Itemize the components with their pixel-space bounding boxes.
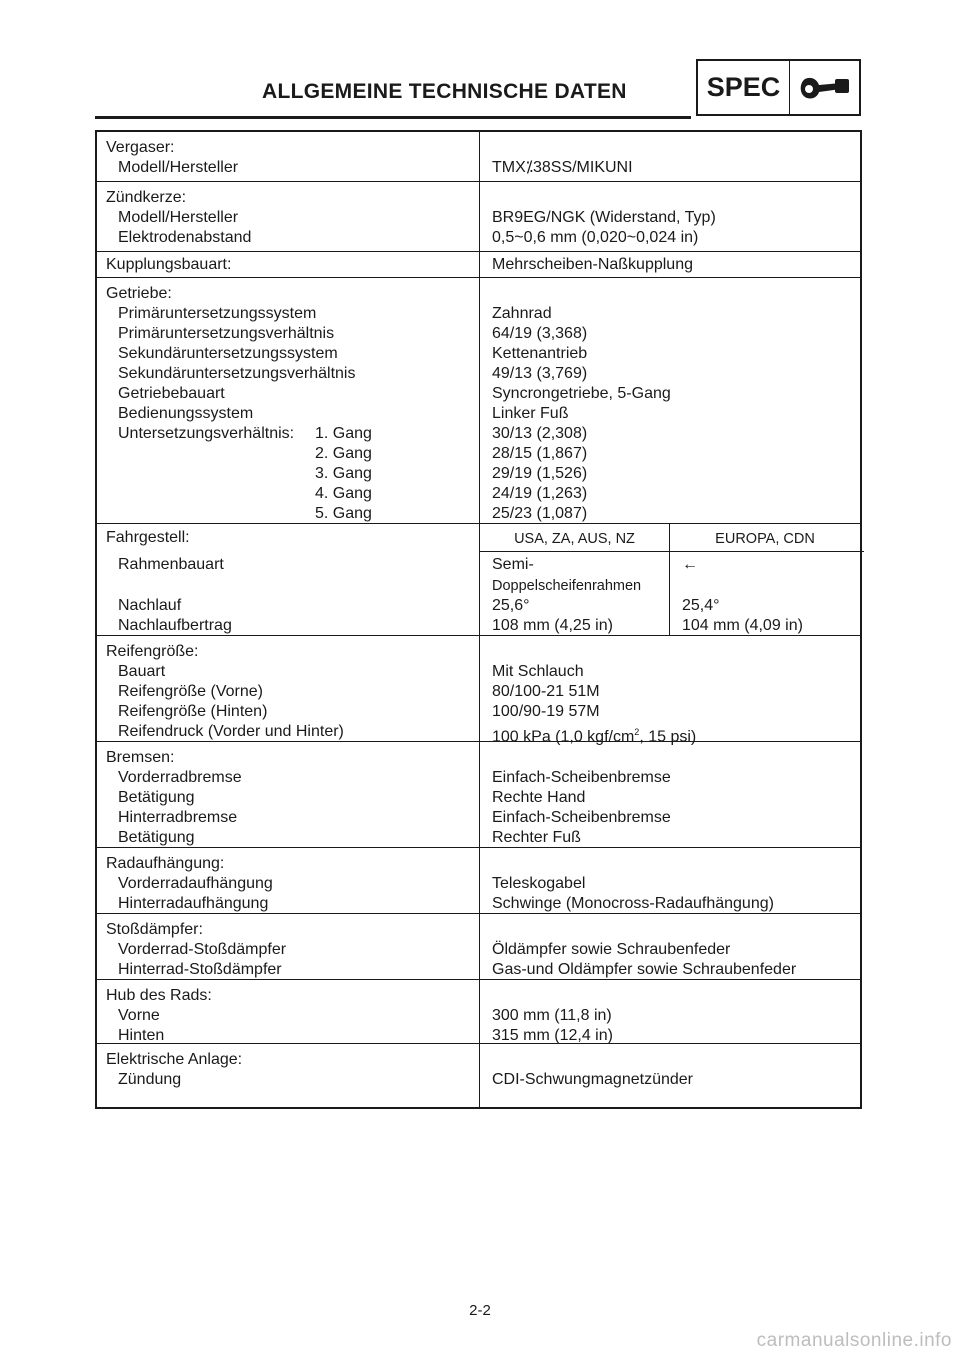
section-heading: Getriebe: [106, 285, 172, 302]
section-heading: Fahrgestell: [106, 529, 190, 546]
gear-label: 5. Gang [315, 505, 372, 522]
section-zuendkerze [97, 182, 860, 252]
spec-value: 108 mm (4,25 in) [492, 617, 613, 634]
column-header-usa: USA, ZA, AUS, NZ [514, 531, 635, 547]
watermark: carmanualsonline.info [756, 1330, 952, 1351]
spec-value: Rechter Fuß [492, 829, 581, 846]
spec-value-same: ← [682, 556, 698, 573]
gear-value: 25/23 (1,087) [492, 505, 588, 522]
spec-label: Reifengröße (Vorne) [118, 683, 263, 700]
section-heading: Reifengröße: [106, 643, 199, 660]
section-getriebe [97, 278, 860, 524]
spec-label: Vorderradbremse [118, 769, 242, 786]
spec-label: Betätigung [118, 789, 195, 806]
spec-label: Sekundäruntersetzungsverhältnis [118, 365, 356, 382]
spec-value: 100/90-19 57M [492, 703, 600, 720]
section-heading: Radaufhängung: [106, 855, 225, 872]
spec-label: Primäruntersetzungssystem [118, 305, 317, 322]
spec-value: 25,4° [682, 597, 720, 614]
header-rule [95, 116, 691, 119]
section-heading: Zündkerze: [106, 189, 187, 206]
section-stossdaempfer [97, 914, 860, 980]
spec-value: 80/100-21 51M [492, 683, 600, 700]
spec-label: Vorderradaufhängung [118, 875, 273, 892]
spec-value: Rechte Hand [492, 789, 586, 806]
section-hub [97, 980, 860, 1044]
column-divider-2 [669, 524, 670, 636]
spec-value: Gas-und Oldämpfer sowie Schraubenfeder [492, 961, 797, 978]
spec-label: Hinterradaufhängung [118, 895, 269, 912]
spec-value: 300 mm (11,8 in) [492, 1007, 612, 1024]
column-header-europa: EUROPA, CDN [715, 531, 815, 547]
spec-badge [696, 59, 861, 116]
spec-label: Hinterradbremse [118, 809, 238, 826]
pressure-exponent: 2 [634, 727, 640, 737]
spec-value: Teleskogabel [492, 875, 586, 892]
spec-value: Semi- [492, 556, 534, 573]
gear-label: 4. Gang [315, 485, 372, 502]
spec-value: Doppelscheifenrahmen [492, 578, 642, 594]
spec-label: Hinten [118, 1027, 165, 1044]
ratio-label: Untersetzungsverhältnis: [118, 425, 295, 442]
page-title: ALLGEMEINE TECHNISCHE DATEN [262, 80, 627, 103]
spec-label: Bauart [118, 663, 166, 680]
pressure-value-rest: , 15 psi) [639, 728, 697, 746]
gear-label: 1. Gang [315, 425, 372, 442]
spec-value: Mehrscheiben-Naßkupplung [492, 256, 693, 273]
spec-value: 315 mm (12,4 in) [492, 1027, 613, 1044]
spec-value: 25,6° [492, 597, 530, 614]
section-bremsen [97, 742, 860, 848]
spec-value: Schwinge (Monocross-Radaufhängung) [492, 895, 774, 912]
spec-value: 49/13 (3,769) [492, 365, 588, 382]
spec-value: BR9EG/NGK (Widerstand, Typ) [492, 209, 716, 226]
spec-table [95, 130, 862, 1109]
pressure-value: 100 kPa (1,0 kgf/cm [492, 728, 635, 746]
spec-value: 0,5~0,6 mm (0,020~0,024 in) [492, 229, 699, 246]
spec-value: Linker Fuß [492, 405, 569, 422]
gear-value: 29/19 (1,526) [492, 465, 588, 482]
spec-value: TMX⁒38SS/MIKUNI [492, 159, 633, 176]
spec-label: Primäruntersetzungsverhältnis [118, 325, 335, 342]
spec-value: Zahnrad [492, 305, 552, 322]
subheader-rule [479, 551, 864, 552]
section-heading: Kupplungsbauart: [106, 256, 232, 273]
spec-label: Getriebebauart [118, 385, 225, 402]
section-heading: Bremsen: [106, 749, 175, 766]
spec-value: CDI-Schwungmagnetzünder [492, 1071, 693, 1088]
spec-label: Reifendruck (Vorder und Hinter) [118, 723, 344, 740]
page-number: 2-2 [469, 1302, 491, 1319]
spec-label: Betätigung [118, 829, 195, 846]
gear-value: 30/13 (2,308) [492, 425, 588, 442]
spec-value: Kettenantrieb [492, 345, 588, 362]
gear-value: 24/19 (1,263) [492, 485, 588, 502]
section-heading: Elektrische Anlage: [106, 1051, 243, 1068]
spec-label: Modell/Hersteller [118, 209, 239, 226]
gear-label: 2. Gang [315, 445, 372, 462]
gear-label: 3. Gang [315, 465, 372, 482]
spec-label: Modell/Hersteller [118, 159, 239, 176]
spec-label: Bedienungssystem [118, 405, 254, 422]
spec-label: Nachlaufbertrag [118, 617, 232, 634]
gear-value: 28/15 (1,867) [492, 445, 588, 462]
spec-label: Vorne [118, 1007, 160, 1024]
spec-label: Nachlauf [118, 597, 182, 614]
spec-label: Sekundäruntersetzungssystem [118, 345, 338, 362]
spec-label: Vorderrad-Stoßdämpfer [118, 941, 287, 958]
spec-label: Rahmenbauart [118, 556, 224, 573]
spec-badge-label: SPEC [698, 61, 790, 114]
section-heading: Stoßdämpfer: [106, 921, 203, 938]
spec-value: Syncrongetriebe, 5-Gang [492, 385, 671, 402]
section-elektrik [97, 1044, 860, 1109]
spec-label: Hinterrad-Stoßdämpfer [118, 961, 282, 978]
spec-value: 64/19 (3,368) [492, 325, 588, 342]
spec-value: Einfach-Scheibenbremse [492, 809, 671, 826]
spec-value: Öldämpfer sowie Schraubenfeder [492, 941, 731, 958]
section-radaufhaengung [97, 848, 860, 914]
spec-label: Zündung [118, 1071, 182, 1088]
section-fahrgestell [97, 524, 860, 636]
section-heading: Vergaser: [106, 139, 175, 156]
spec-label: Elektrodenabstand [118, 229, 252, 246]
section-heading: Hub des Rads: [106, 987, 212, 1004]
spec-label: Reifengröße (Hinten) [118, 703, 268, 720]
section-kupplung [97, 252, 860, 278]
section-vergaser [97, 132, 860, 182]
section-reifen [97, 636, 860, 746]
wrench-icon [790, 61, 859, 114]
spec-value: 104 mm (4,09 in) [682, 617, 803, 634]
spec-value: Einfach-Scheibenbremse [492, 769, 671, 786]
spec-value: Mit Schlauch [492, 663, 584, 680]
